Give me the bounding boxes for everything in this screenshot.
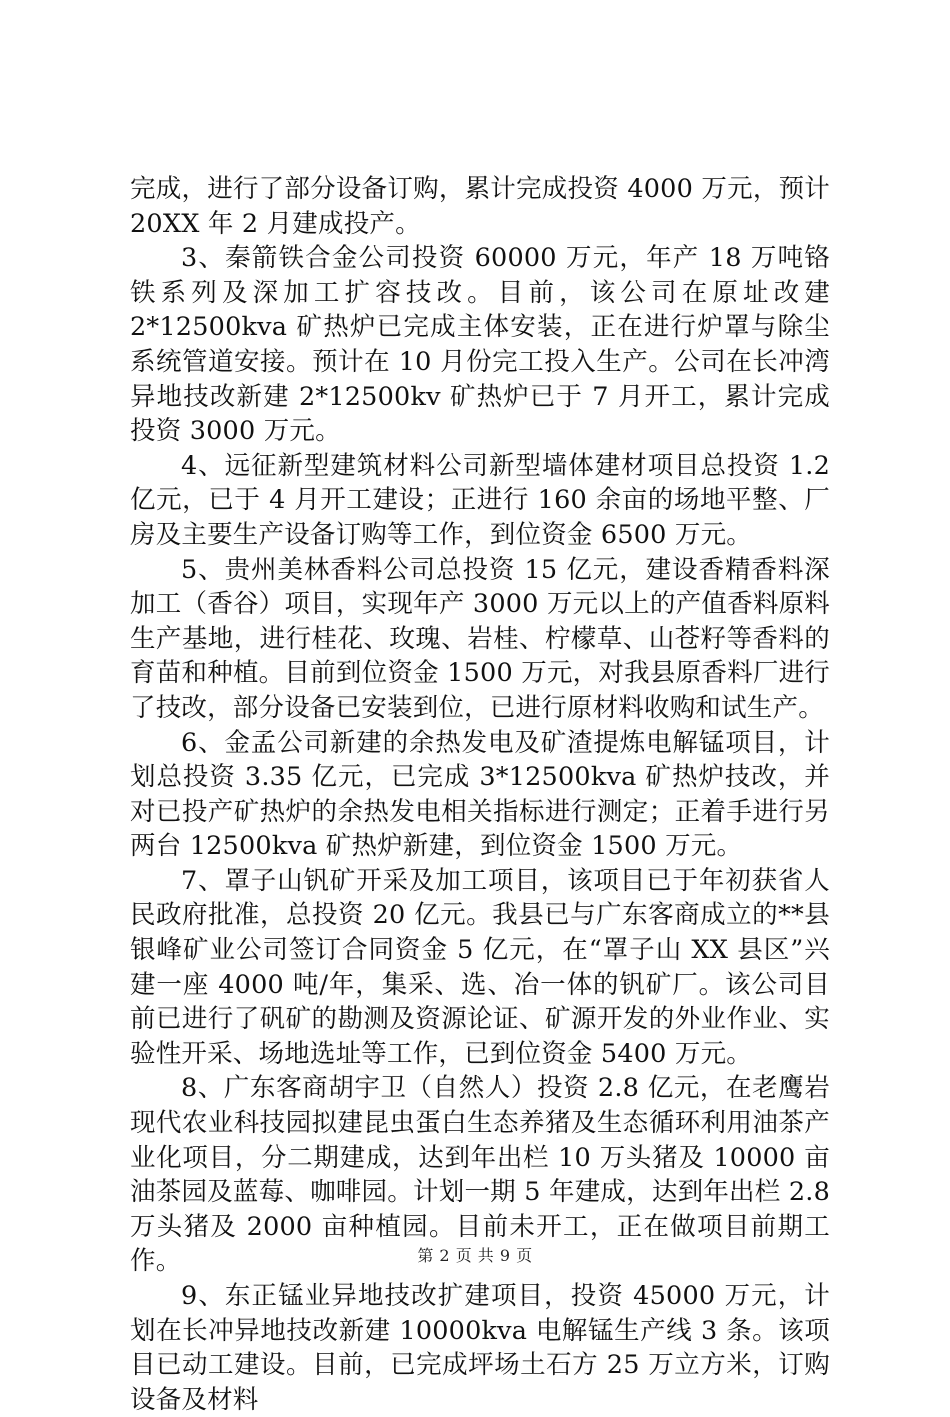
paragraph-item-3: 3、秦箭铁合金公司投资 60000 万元，年产 18 万吨铬铁系列及深加工扩容技改。目前，该公司在原址改建 2*12500kva 矿热炉已完成主体安装，正在进行炉罩与除尘系统管道安接。预计在 10 月份完工投入生产。公司在长冲湾异地技改新建 2*12500kv 矿热炉已于 7 月开工，累计完成投资 3000 万元。 bbox=[130, 243, 830, 447]
paragraph-item-4: 4、远征新型建筑材料公司新型墙体建材项目总投资 1.2 亿元，已于 4 月开工建设；正进行 160 余亩的场地平整、厂房及主要生产设备订购等工作，到位资金 6500 万元。 bbox=[130, 450, 830, 550]
paragraph-item-9: 9、东正锰业异地技改扩建项目，投资 45000 万元，计划在长冲异地技改新建 10000kva 电解锰生产线 3 条。该项目已动工建设。目前，已完成坪场土石方 25 万立方米，订购设备及材料 bbox=[130, 1281, 830, 1415]
paragraph-continuation: 完成，进行了部分设备订购，累计完成投资 4000 万元，预计 20XX 年 2 月建成投产。 bbox=[130, 174, 830, 239]
paragraph-item-6: 6、金孟公司新建的余热发电及矿渣提炼电解锰项目，计划总投资 3.35 亿元，已完成 3*12500kva 矿热炉技改，并对已投产矿热炉的余热发电相关指标进行测定；正着手进行另两台 12500kva 矿热炉新建，到位资金 1500 万元。 bbox=[130, 727, 830, 862]
paragraph-item-8: 8、广东客商胡宇卫（自然人）投资 2.8 亿元，在老鹰岩现代农业科技园拟建昆虫蛋白生态养猪及生态循环利用油茶产业化项目，分二期建成，达到年出栏 10 万头猪及 10000 亩油茶园及蓝莓、咖啡园。计划一期 5 年建成，达到年出栏 2.8 万头猪及 2000 亩种植园。目前未开工，正在做项目前期工作。 bbox=[130, 1073, 830, 1277]
paragraph-item-7: 7、罩子山钒矿开采及加工项目，该项目已于年初获省人民政府批准，总投资 20 亿元。我县已与广东客商成立的**县银峰矿业公司签订合同资金 5 亿元，在“罩子山 XX 县区”兴建一座 4000 吨/年，集采、选、冶一体的钒矿厂。该公司目前已进行了矾矿的勘测及资源论证、矿源开发的外业作业、实验性开采、场地选址等工作，已到位资金 5400 万元。 bbox=[130, 865, 830, 1069]
document-body bbox=[130, 172, 830, 1417]
paragraph-item-5: 5、贵州美林香料公司总投资 15 亿元，建设香精香料深加工（香谷）项目，实现年产 3000 万元以上的产值香料原料生产基地，进行桂花、玫瑰、岩桂、柠檬草、山苍籽等香料的育苗和种植。目前到位资金 1500 万元，对我县原香料厂进行了技改，部分设备已安装到位，已进行原材料收购和试生产。 bbox=[130, 554, 830, 723]
page-number-footer: 第 2 页 共 9 页 bbox=[417, 1246, 533, 1265]
